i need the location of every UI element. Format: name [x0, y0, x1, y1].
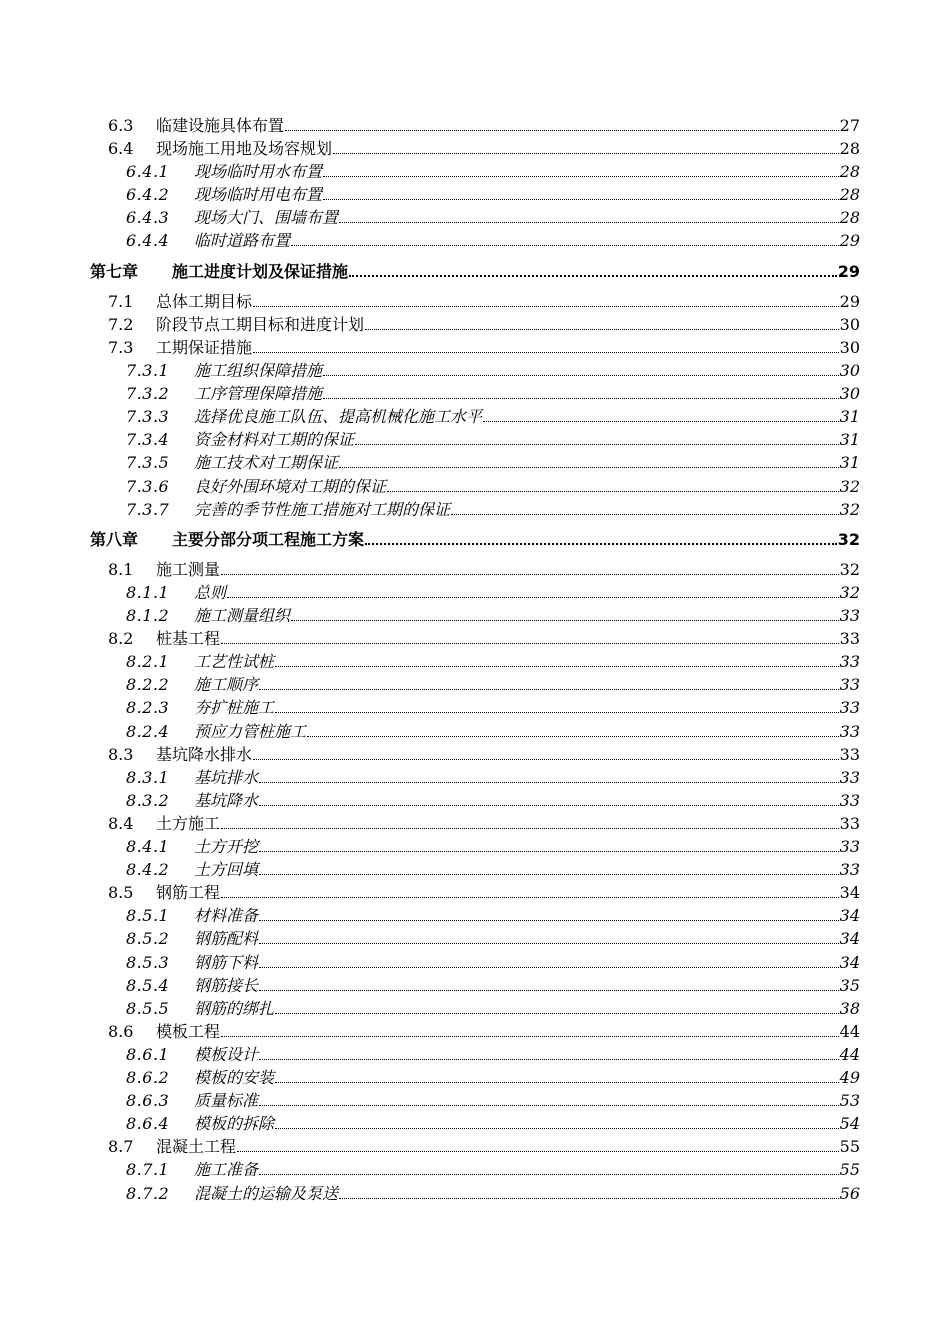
toc-entry-number: 8.7.2 — [126, 1184, 170, 1203]
toc-subsection-entry[interactable] — [126, 229, 860, 252]
toc-entry-page-number: 28 — [839, 139, 860, 158]
toc-entry-page-number: 53 — [839, 1091, 860, 1110]
dot-leader — [253, 341, 839, 355]
toc-entry-number: 7.3.7 — [126, 500, 170, 519]
toc-entry-page-number: 33 — [839, 837, 860, 856]
toc-entry-number: 8.3.1 — [126, 768, 170, 787]
toc-entry-page-number: 33 — [839, 698, 860, 717]
toc-section-entry[interactable] — [108, 290, 860, 313]
toc-entry-number: 7.1 — [108, 292, 134, 311]
toc-entry-number: 8.2.3 — [126, 698, 170, 717]
toc-entry-page-number: 44 — [839, 1045, 860, 1064]
toc-entry-title: 临时道路布置 — [194, 231, 291, 250]
toc-entry-number: 8.6.2 — [126, 1068, 170, 1087]
toc-entry-title: 钢筋工程 — [156, 883, 221, 902]
toc-entry-number: 8.5.3 — [126, 953, 170, 972]
toc-entry-title: 基坑降水排水 — [156, 745, 253, 764]
toc-entry-number: 7.3.6 — [126, 477, 170, 496]
toc-entry-number: 7.3 — [108, 338, 134, 357]
toc-subsection-entry[interactable] — [126, 183, 860, 206]
dot-leader — [291, 234, 839, 248]
dot-leader — [355, 433, 839, 447]
toc-entry-title: 基坑排水 — [194, 768, 259, 787]
toc-entry-number: 7.3.2 — [126, 384, 170, 403]
dot-leader — [323, 364, 839, 378]
toc-entry-title: 现场大门、围墙布置 — [194, 208, 339, 227]
dot-leader — [307, 725, 839, 739]
toc-entry-title: 临建设施具体布置 — [156, 116, 285, 135]
dot-leader — [291, 609, 839, 623]
dot-leader — [349, 265, 837, 279]
toc-entry-page-number: 31 — [839, 407, 860, 426]
dot-leader — [259, 1094, 839, 1108]
toc-entry-title: 钢筋的绑扎 — [194, 999, 275, 1018]
dot-leader — [275, 655, 839, 669]
toc-entry-page-number: 33 — [839, 652, 860, 671]
dot-leader — [259, 956, 839, 970]
toc-section-entry[interactable] — [108, 313, 860, 336]
toc-entry-title: 施工测量 — [156, 560, 221, 579]
toc-entry-number: 8.1 — [108, 560, 134, 579]
toc-entry-title: 模板的拆除 — [194, 1114, 275, 1133]
dot-leader — [259, 932, 839, 946]
dot-leader — [339, 1187, 839, 1201]
dot-leader — [221, 632, 839, 646]
toc-entry-number: 8.2.1 — [126, 652, 170, 671]
toc-entry-page-number: 33 — [839, 745, 860, 764]
toc-section-entry[interactable] — [108, 336, 860, 359]
toc-entry-page-number: 32 — [839, 560, 860, 579]
toc-entry-page-number: 33 — [839, 791, 860, 810]
toc-entry-page-number: 56 — [839, 1184, 860, 1203]
toc-entry-page-number: 27 — [839, 116, 860, 135]
toc-entry-title: 桩基工程 — [156, 629, 221, 648]
toc-section-entry[interactable] — [108, 114, 860, 137]
dot-leader — [221, 886, 839, 900]
toc-section-entry[interactable] — [108, 1020, 860, 1043]
toc-subsection-entry[interactable] — [126, 997, 860, 1020]
toc-entry-number: 7.2 — [108, 315, 134, 334]
toc-entry-page-number: 32 — [839, 477, 860, 496]
toc-subsection-entry[interactable] — [126, 1158, 860, 1181]
toc-section-entry[interactable] — [108, 743, 860, 766]
dot-leader — [259, 909, 839, 923]
dot-leader — [227, 586, 839, 600]
toc-entry-page-number: 29 — [839, 231, 860, 250]
toc-entry-number: 8.6.1 — [126, 1045, 170, 1064]
toc-entry-title: 夯扩桩施工 — [194, 698, 275, 717]
toc-entry-title: 工序管理保障措施 — [194, 384, 323, 403]
toc-entry-page-number: 28 — [839, 162, 860, 181]
toc-entry-page-number: 32 — [837, 530, 860, 549]
toc-subsection-entry[interactable] — [126, 428, 860, 451]
toc-entry-page-number: 34 — [839, 929, 860, 948]
toc-section-entry[interactable] — [108, 1135, 860, 1158]
toc-entry-title: 现场临时用水布置 — [194, 162, 323, 181]
toc-entry-number: 8.5.4 — [126, 976, 170, 995]
dot-leader — [275, 701, 839, 715]
toc-subsection-entry[interactable] — [126, 160, 860, 183]
toc-chapter-entry[interactable] — [90, 528, 860, 551]
toc-entry-page-number: 34 — [839, 953, 860, 972]
toc-entry-number: 7.3.5 — [126, 453, 170, 472]
toc-entry-number: 8.1.1 — [126, 583, 170, 602]
toc-entry-page-number: 33 — [839, 814, 860, 833]
toc-entry-page-number: 33 — [839, 675, 860, 694]
toc-subsection-entry[interactable] — [126, 604, 860, 627]
toc-entry-title: 完善的季节性施工措施对工期的保证 — [194, 500, 451, 519]
toc-entry-number: 8.1.2 — [126, 606, 170, 625]
toc-entry-title: 资金材料对工期的保证 — [194, 430, 355, 449]
dot-leader — [323, 387, 839, 401]
toc-subsection-entry[interactable] — [126, 1089, 860, 1112]
toc-chapter-entry[interactable] — [90, 260, 860, 283]
toc-entry-number: 8.4 — [108, 814, 134, 833]
dot-leader — [323, 188, 839, 202]
toc-section-entry[interactable] — [108, 881, 860, 904]
toc-entry-title: 钢筋下料 — [194, 953, 259, 972]
dot-leader — [339, 456, 839, 470]
toc-entry-title: 总体工期目标 — [156, 292, 253, 311]
toc-entry-number: 8.7 — [108, 1137, 134, 1156]
toc-entry-title: 良好外围环境对工期的保证 — [194, 477, 387, 496]
toc-entry-page-number: 44 — [839, 1022, 860, 1041]
toc-entry-page-number: 31 — [839, 430, 860, 449]
toc-entry-number: 8.3 — [108, 745, 134, 764]
toc-entry-page-number: 33 — [839, 606, 860, 625]
toc-entry-title: 土方回填 — [194, 860, 259, 879]
toc-entry-number: 第八章 — [90, 530, 139, 549]
toc-subsection-entry[interactable] — [126, 974, 860, 997]
toc-entry-page-number: 33 — [839, 768, 860, 787]
dot-leader — [483, 410, 839, 424]
dot-leader — [259, 863, 839, 877]
dot-leader — [275, 1117, 839, 1131]
toc-entry-title: 预应力管桩施工 — [194, 722, 307, 741]
toc-entry-page-number: 32 — [839, 500, 860, 519]
toc-entry-title: 总则 — [194, 583, 227, 602]
toc-entry-title: 施工顺序 — [194, 675, 259, 694]
toc-subsection-entry[interactable] — [126, 475, 860, 498]
toc-subsection-entry[interactable] — [126, 951, 860, 974]
dot-leader — [221, 563, 839, 577]
toc-entry-title: 选择优良施工队伍、提高机械化施工水平 — [194, 407, 483, 426]
dot-leader — [259, 771, 839, 785]
toc-entry-number: 8.6 — [108, 1022, 134, 1041]
toc-entry-page-number: 30 — [839, 384, 860, 403]
toc-entry-title: 混凝土工程 — [156, 1137, 237, 1156]
toc-entry-number: 7.3.3 — [126, 407, 170, 426]
toc-entry-page-number: 30 — [839, 315, 860, 334]
toc-entry-number: 8.2 — [108, 629, 134, 648]
dot-leader — [259, 794, 839, 808]
toc-entry-page-number: 38 — [839, 999, 860, 1018]
toc-entry-number: 8.4.2 — [126, 860, 170, 879]
toc-subsection-entry[interactable] — [126, 858, 860, 881]
toc-entry-title: 模板工程 — [156, 1022, 221, 1041]
toc-entry-title: 工期保证措施 — [156, 338, 253, 357]
dot-leader — [275, 1071, 839, 1085]
toc-subsection-entry[interactable] — [126, 1112, 860, 1135]
toc-entry-number: 6.4.2 — [126, 185, 170, 204]
toc-subsection-entry[interactable] — [126, 927, 860, 950]
toc-entry-number: 7.3.1 — [126, 361, 170, 380]
toc-entry-number: 8.6.3 — [126, 1091, 170, 1110]
dot-leader — [259, 979, 839, 993]
toc-entry-number: 7.3.4 — [126, 430, 170, 449]
dot-leader — [253, 748, 839, 762]
toc-entry-page-number: 35 — [839, 976, 860, 995]
toc-subsection-entry[interactable] — [126, 405, 860, 428]
toc-entry-number: 8.3.2 — [126, 791, 170, 810]
toc-entry-number: 8.5.5 — [126, 999, 170, 1018]
toc-entry-number: 8.5.1 — [126, 906, 170, 925]
toc-entry-page-number: 33 — [839, 629, 860, 648]
toc-section-entry[interactable] — [108, 137, 860, 160]
toc-section-entry[interactable] — [108, 627, 860, 650]
toc-entry-title: 模板的安装 — [194, 1068, 275, 1087]
toc-subsection-entry[interactable] — [126, 359, 860, 382]
toc-entry-title: 质量标准 — [194, 1091, 259, 1110]
toc-entry-title: 基坑降水 — [194, 791, 259, 810]
toc-subsection-entry[interactable] — [126, 696, 860, 719]
toc-entry-page-number: 34 — [839, 883, 860, 902]
toc-subsection-entry[interactable] — [126, 835, 860, 858]
toc-entry-title: 材料准备 — [194, 906, 259, 925]
toc-entry-title: 现场施工用地及场容规划 — [156, 139, 333, 158]
dot-leader — [333, 142, 839, 156]
dot-leader — [365, 318, 839, 332]
toc-subsection-entry[interactable] — [126, 498, 860, 521]
toc-entry-number: 8.2.2 — [126, 675, 170, 694]
toc-entry-page-number: 29 — [837, 262, 860, 281]
toc-entry-title: 施工技术对工期保证 — [194, 453, 339, 472]
toc-entry-page-number: 28 — [839, 185, 860, 204]
dot-leader — [253, 295, 839, 309]
toc-entry-page-number: 55 — [839, 1137, 860, 1156]
toc-subsection-entry[interactable] — [126, 904, 860, 927]
toc-entry-title: 土方施工 — [156, 814, 221, 833]
dot-leader — [387, 480, 839, 494]
dot-leader — [259, 840, 839, 854]
toc-entry-title: 钢筋接长 — [194, 976, 259, 995]
toc-entry-page-number: 30 — [839, 361, 860, 380]
toc-subsection-entry[interactable] — [126, 1043, 860, 1066]
dot-leader — [221, 817, 839, 831]
toc-entry-page-number: 32 — [839, 583, 860, 602]
dot-leader — [221, 1025, 839, 1039]
dot-leader — [259, 678, 839, 692]
dot-leader — [285, 119, 839, 133]
toc-entry-title: 现场临时用电布置 — [194, 185, 323, 204]
toc-entry-page-number: 33 — [839, 722, 860, 741]
toc-entry-number: 6.4.4 — [126, 231, 170, 250]
toc-entry-number: 6.3 — [108, 116, 134, 135]
toc-entry-number: 8.5.2 — [126, 929, 170, 948]
toc-subsection-entry[interactable] — [126, 766, 860, 789]
toc-entry-title: 钢筋配料 — [194, 929, 259, 948]
toc-entry-number: 8.4.1 — [126, 837, 170, 856]
toc-entry-number: 6.4.1 — [126, 162, 170, 181]
toc-entry-title: 阶段节点工期目标和进度计划 — [156, 315, 365, 334]
dot-leader — [275, 1002, 839, 1016]
dot-leader — [339, 211, 839, 225]
toc-entry-title: 施工准备 — [194, 1160, 259, 1179]
toc-entry-page-number: 49 — [839, 1068, 860, 1087]
toc-subsection-entry[interactable] — [126, 1066, 860, 1089]
toc-entry-page-number: 55 — [839, 1160, 860, 1179]
dot-leader — [323, 165, 839, 179]
toc-entry-title: 主要分部分项工程施工方案 — [172, 530, 365, 549]
toc-entry-title: 混凝土的运输及泵送 — [194, 1184, 339, 1203]
dot-leader — [259, 1048, 839, 1062]
toc-entry-title: 施工组织保障措施 — [194, 361, 323, 380]
dot-leader — [259, 1163, 839, 1177]
toc-subsection-entry[interactable] — [126, 720, 860, 743]
toc-entry-number: 第七章 — [90, 262, 139, 281]
toc-entry-title: 施工进度计划及保证措施 — [172, 262, 349, 281]
toc-subsection-entry[interactable] — [126, 206, 860, 229]
toc-entry-page-number: 29 — [839, 292, 860, 311]
toc-entry-page-number: 28 — [839, 208, 860, 227]
toc-entry-number: 8.5 — [108, 883, 134, 902]
toc-entry-page-number: 30 — [839, 338, 860, 357]
toc-entry-page-number: 34 — [839, 906, 860, 925]
dot-leader — [237, 1140, 839, 1154]
toc-subsection-entry[interactable] — [126, 382, 860, 405]
toc-entry-title: 工艺性试桩 — [194, 652, 275, 671]
toc-entry-number: 8.6.4 — [126, 1114, 170, 1133]
dot-leader — [451, 503, 839, 517]
toc-entry-title: 模板设计 — [194, 1045, 259, 1064]
toc-entry-number: 6.4.3 — [126, 208, 170, 227]
toc-entry-title: 施工测量组织 — [194, 606, 291, 625]
toc-subsection-entry[interactable] — [126, 650, 860, 673]
toc-subsection-entry[interactable] — [126, 1182, 860, 1205]
toc-section-entry[interactable] — [108, 812, 860, 835]
toc-section-entry[interactable] — [108, 558, 860, 581]
toc-subsection-entry[interactable] — [126, 581, 860, 604]
toc-entry-page-number: 33 — [839, 860, 860, 879]
toc-entry-number: 6.4 — [108, 139, 134, 158]
toc-entry-number: 8.2.4 — [126, 722, 170, 741]
toc-entry-page-number: 31 — [839, 453, 860, 472]
toc-subsection-entry[interactable] — [126, 673, 860, 696]
toc-entry-title: 土方开挖 — [194, 837, 259, 856]
toc-entry-page-number: 54 — [839, 1114, 860, 1133]
toc-entry-number: 8.7.1 — [126, 1160, 170, 1179]
toc-subsection-entry[interactable] — [126, 789, 860, 812]
toc-subsection-entry[interactable] — [126, 451, 860, 474]
dot-leader — [365, 533, 837, 547]
